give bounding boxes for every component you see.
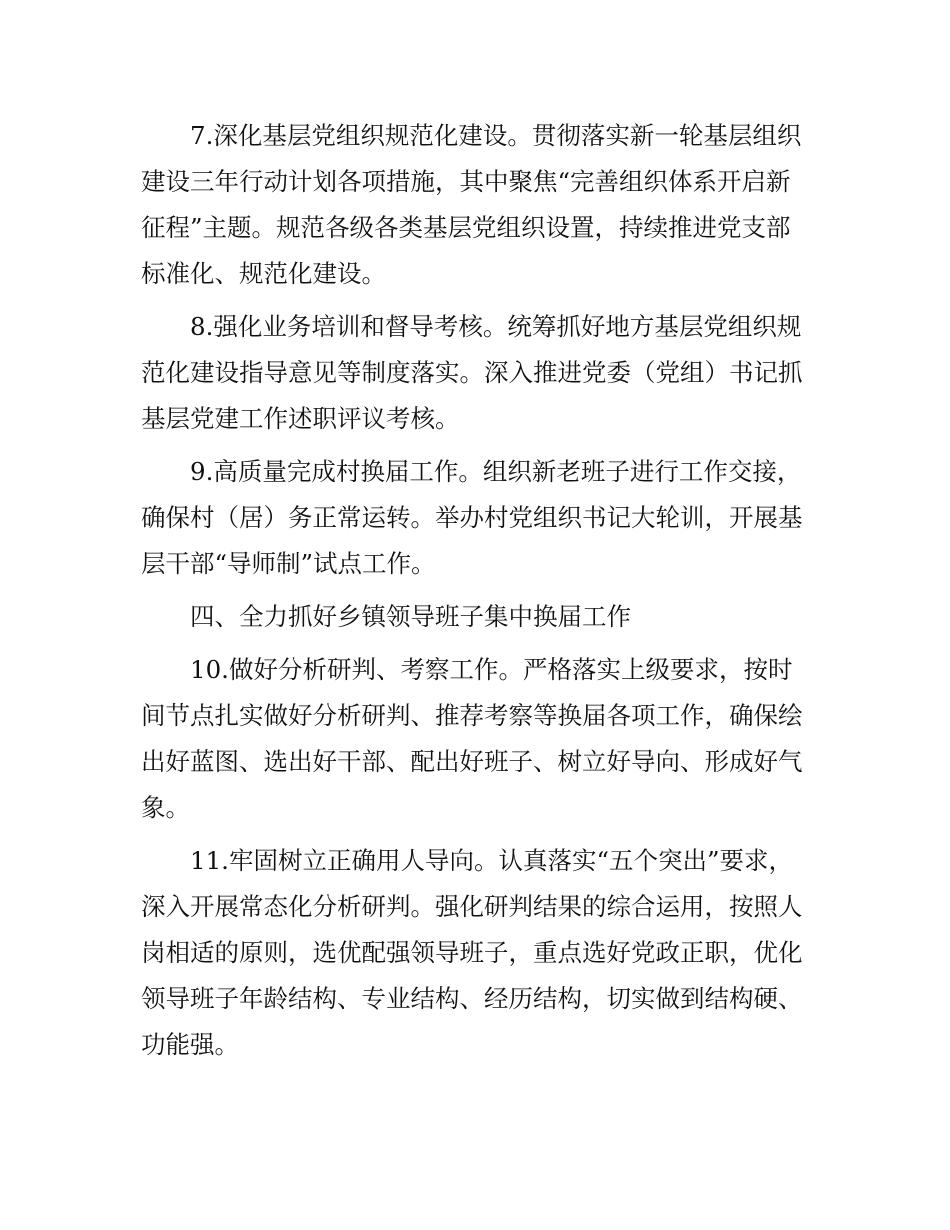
- text-line: 领导班子年龄结构、专业结构、经历结构，切实做到结构硬、: [141, 984, 803, 1013]
- paragraph-9: [141, 449, 813, 587]
- text-line: 基层党建工作述职评议考核。: [141, 404, 460, 433]
- text-line: 7.深化基层党组织规范化建设。贯彻落实新一轮基层组织: [190, 121, 802, 150]
- section-heading-text: 四、全力抓好乡镇领导班子集中换届工作: [190, 602, 631, 631]
- paragraph-10: [141, 647, 813, 831]
- text-line: 岗相适的原则，选优配强领导班子，重点选好党政正职，优化: [141, 938, 803, 967]
- text-line: 征程”主题。规范各级各类基层党组织设置，持续推进党支部: [141, 213, 791, 242]
- paragraph-7: [141, 113, 813, 297]
- text-line: 标准化、规范化建设。: [141, 259, 386, 288]
- text-line: 深入开展常态化分析研判。强化研判结果的综合运用，按照人: [141, 892, 803, 921]
- text-line: 功能强。: [141, 1030, 239, 1059]
- text-line: 层干部“导师制”试点工作。: [141, 549, 436, 578]
- text-line: 范化建设指导意见等制度落实。深入推进党委（党组）书记抓: [141, 358, 803, 387]
- text-line: 象。: [141, 793, 190, 822]
- text-line: 11.牢固树立正确用人导向。认真落实“五个突出”要求，: [190, 846, 794, 875]
- section-heading: [141, 594, 813, 640]
- text-line: 确保村（居）务正常运转。举办村党组织书记大轮训，开展基: [141, 503, 803, 532]
- paragraph-11: [141, 838, 813, 1068]
- text-line: 9.高质量完成村换届工作。组织新老班子进行工作交接，: [190, 457, 802, 486]
- text-line: 间节点扎实做好分析研判、推荐考察等换届各项工作，确保绘: [141, 701, 803, 730]
- paragraph-8: [141, 304, 813, 442]
- text-line: 建设三年行动计划各项措施，其中聚焦“完善组织体系开启新: [141, 167, 791, 196]
- document-body: [141, 113, 813, 1068]
- text-line: 8.强化业务培训和督导考核。统筹抓好地方基层党组织规: [190, 312, 802, 341]
- text-line: 出好蓝图、选出好干部、配出好班子、树立好导向、形成好气: [141, 747, 803, 776]
- text-line: 10.做好分析研判、考察工作。严格落实上级要求，按时: [190, 655, 793, 684]
